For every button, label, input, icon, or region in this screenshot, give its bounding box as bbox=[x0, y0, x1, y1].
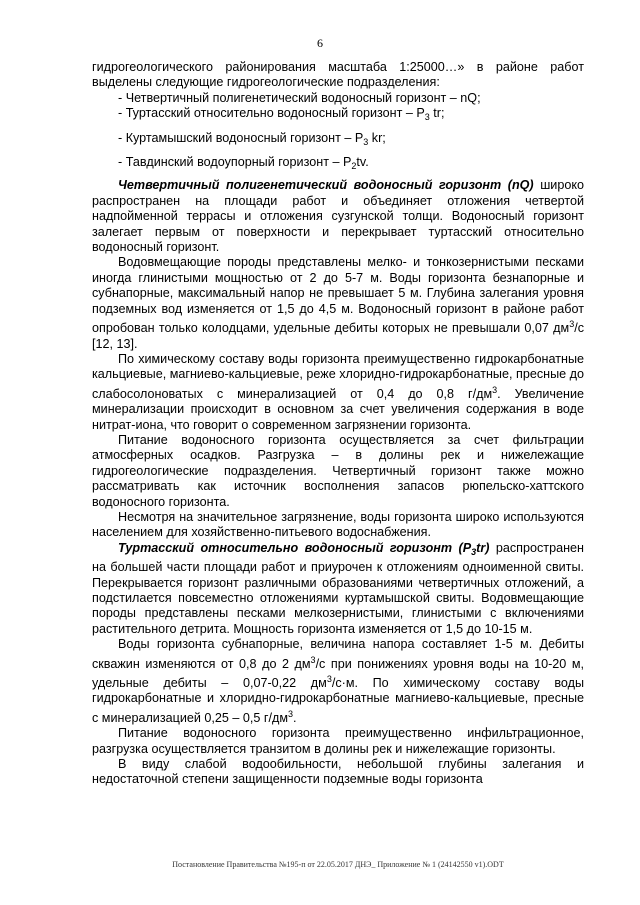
paragraph-usage: Несмотря на значительное загрязнение, воды горизонта широко используются населением для хозяйственно-питьевого водоснабжения. bbox=[92, 509, 584, 540]
paragraph-turtas-yields: Воды горизонта субнапорные, величина напора составляет 1-5 м. Дебиты скважин изменяются от 0,8 до 2 $дм^3/с$ при понижениях уровня воды на 10-20 м, удельные дебиты – 0,07-0,22 $дм^3/с\cdot м$. По химическому составу воды гидрокарбонатные и хлоридно-гидрокарбонатные магниево-кальциевые, пресные с минерализацией 0,25 – 0,5 $г/дм^3$. bbox=[92, 637, 584, 725]
list-item-turtas: - Туртасский относительно водоносный горизонт – $P_3$ tr; bbox=[118, 106, 445, 123]
section-heading-quaternary: Четвертичный полигенетический водоносный горизонт (nQ) bbox=[118, 178, 534, 193]
list-item-kurtamysh: - Куртамышский водоносный горизонт – $P_3$ kr; bbox=[118, 130, 386, 147]
paragraph-quaternary-horizon: Четвертичный полигенетический водоносный горизонт (nQ) широко распространен на площади работ и объединяет отложения четвертой надпойменной террасы и отложения сузгунской толщи. Водоносный горизонт залегает первым от поверхности и перекрывает туртасский относительно водоносный горизонт. bbox=[92, 178, 584, 255]
list-item-tavda: - Тавдинский водоупорный горизонт – $P_2tv$. bbox=[118, 155, 369, 172]
list-item-quaternary: - Четвертичный полигенетический водоносный горизонт – nQ; bbox=[118, 90, 481, 105]
page-number: 6 bbox=[317, 36, 323, 50]
paragraph-turtas-horizon: Туртасский относительно водоносный горизонт $(P_3tr)$ распространен на большей части площади работ и приурочен к отложениям одноименной свиты. Перекрывается горизонт различными образованиями четвертичных отложений, а подстилается повсеместно отложениями куртамышской свиты. Водовмещающие породы представлены песками мелкозернистыми, глинистыми с включениями растительного детрита. Мощность горизонта изменяется от 1,5 до 10-15 м. bbox=[92, 540, 584, 636]
intro-paragraph: гидрогеологического районирования масштаба 1:25000…» в районе работ выделены следующие гидрогеологические подразделения: bbox=[92, 60, 584, 90]
section-heading-turtas: Туртасский относительно водоносный горизонт $(P_3tr)$ bbox=[118, 540, 490, 557]
paragraph-recharge: Питание водоносного горизонта осуществляется за счет фильтрации атмосферных осадков. Разгрузка – в долины рек и нижележащие гидрогеологические подразделения. Четвертичный горизонт также можно рассматривать как источник восполнения запасов рюпельско-хаттского водоносного горизонта. bbox=[92, 432, 584, 509]
paragraph-chemistry: По химическому составу воды горизонта преимущественно гидрокарбонатные кальциевые, магниево-кальциевые, реже хлоридно-гидрокарбонатные, пресные до слабосолоноватых с минерализацией от 0,4 до 0,8 $г/дм^3$. Увеличение минерализации происходит в основном за счет увеличения содержания в воде нитрат-иона, что говорит о современном загрязнении горизонта. bbox=[92, 351, 584, 432]
paragraph-turtas-protection: В виду слабой водообильности, небольшой глубины залегания и недостаточной степени защищенности подземные воды горизонта bbox=[92, 757, 584, 787]
paragraph-host-rocks: Водовмещающие породы представлены мелко- и тонкозернистыми песками иногда глинистыми мощностью от 2 до 5-7 м. Воды горизонта безнапорные и субнапорные, максимальный напор не превышает 5 м. Глубина залегания уровня подземных вод изменяется от 1,5 до 4,5 м. Водоносный горизонт в районе работ опробован только колодцами, удельные дебиты которых не превышали 0,07 $дм^3/с$ [12, 13]. bbox=[92, 255, 584, 351]
paragraph-turtas-recharge: Питание водоносного горизонта преимущественно инфильтрационное, разгрузка осуществляется транзитом в долины рек и нижележащие горизонты. bbox=[92, 726, 584, 756]
document-body bbox=[92, 60, 584, 788]
page-footer: Постановление Правительства №195-п от 22.05.2017 ДНЭ_ Приложение № 1 (24142550 v1).ODT bbox=[172, 860, 504, 869]
